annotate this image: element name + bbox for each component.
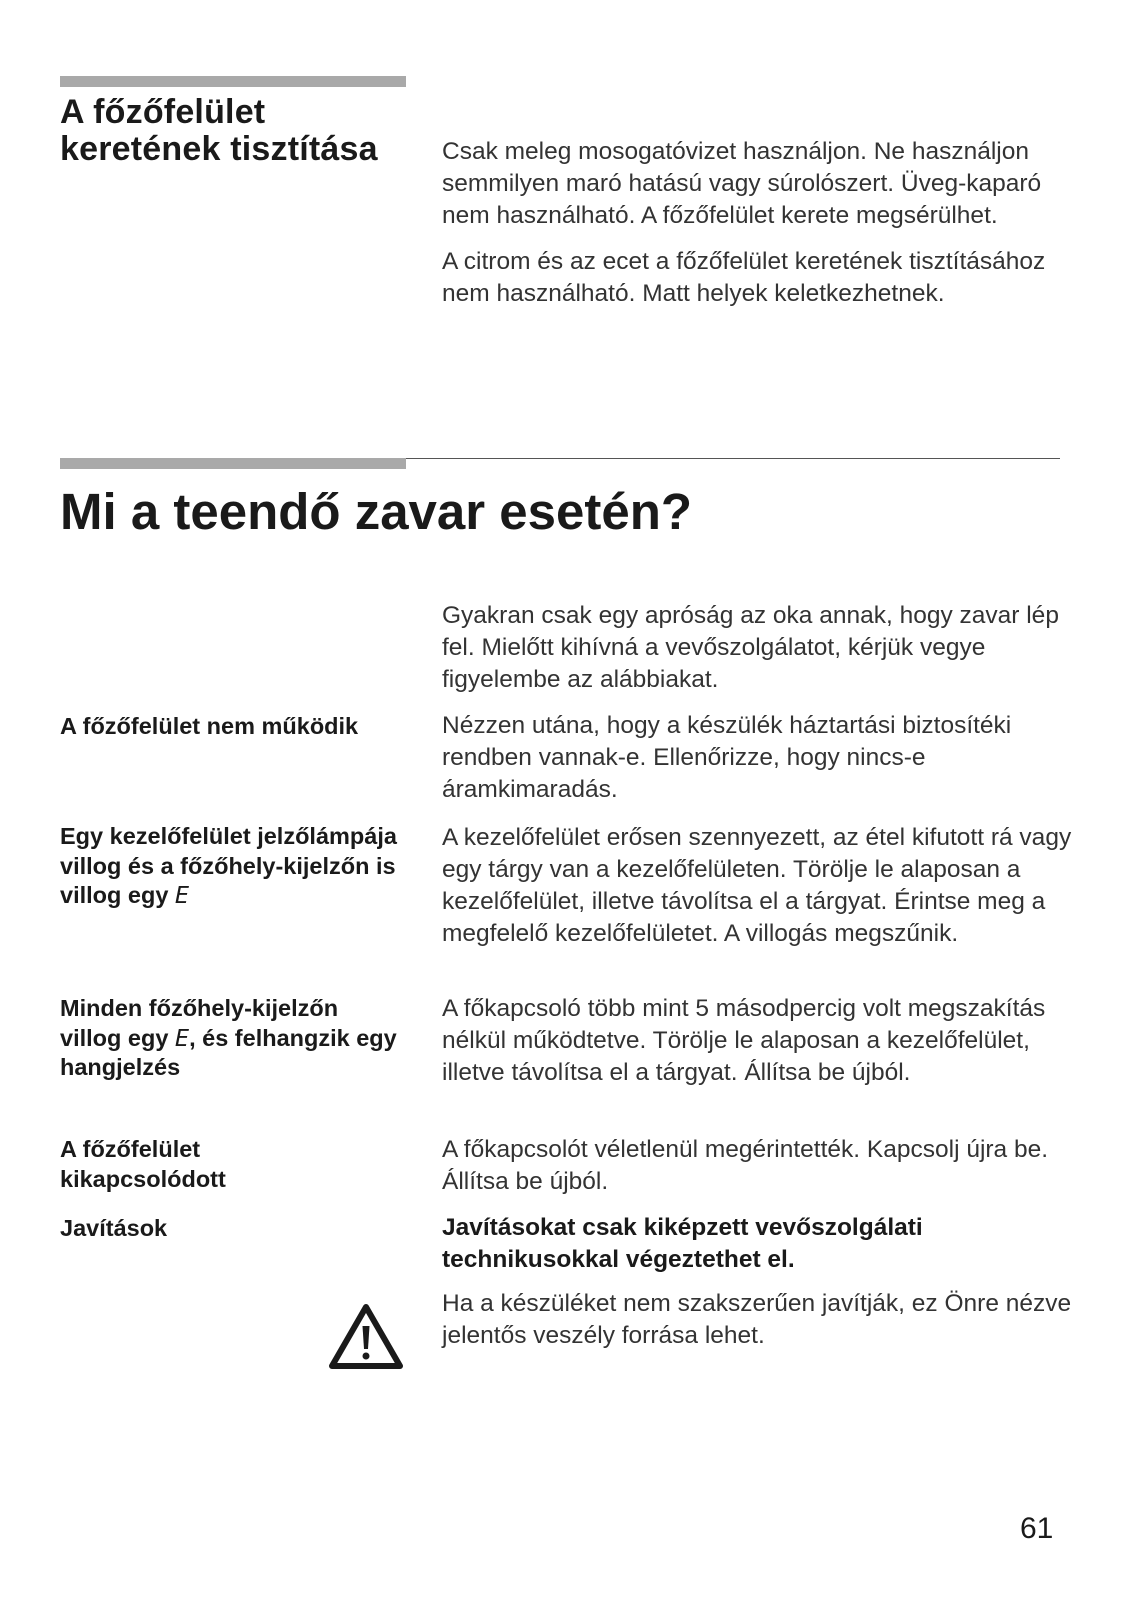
label-text: Egy kezelőfelület jelzőlámpája villog és a főzőhely-kijelzőn is villog egy: [60, 823, 397, 908]
label-text: , és felhangzik egy hangjelzés: [60, 1024, 397, 1080]
warning-text: Ha a készüléket nem szakszerűen javítják, ez Önre nézve jelentős veszély forrása lehet.: [442, 1290, 1072, 1349]
error-symbol: E: [174, 1023, 190, 1052]
page-number: 61: [1020, 1512, 1054, 1545]
solution-text: A főkapcsoló több mint 5 másodpercig volt megszakítás nélkül működtetve. Törölje le alaposan a kezelőfelület, illetve távolítsa el a tárgyat. Állítsa be újból.: [442, 995, 1046, 1086]
page-title: Mi a teendő zavar esetén?: [60, 483, 693, 540]
problem-label: A főzőfelület kikapcsolódott: [60, 1136, 226, 1192]
intro-text: Gyakran csak egy apróság az oka annak, hogy zavar lép fel. Mielőtt kihívná a vevőszolgálatot, kérjük vegye figyelembe az alábbiakat.: [442, 602, 1059, 693]
solution-text: A főkapcsolót véletlenül megérintették. Kapcsolj újra be. Állítsa be újból.: [442, 1136, 1049, 1195]
problem-label: [60, 994, 400, 1083]
section-heading: A főzőfelület keretének tisztítása: [60, 93, 378, 168]
section-divider-bar: [60, 458, 406, 469]
warning-triangle-icon: [328, 1302, 404, 1370]
problem-label: Javítások: [60, 1215, 168, 1241]
solution-text: A kezelőfelület erősen szennyezett, az étel kifutott rá vagy egy tárgy van a kezelőfelületen. Törölje le alaposan a kezelőfelület, illetve távolítsa el a tárgyat. Érintse meg a megfelelő kezelőfelületet. A villogás megszűnik.: [442, 824, 1072, 947]
paragraph: A citrom és az ecet a főzőfelület keretének tisztításához nem használható. Matt helyek keletkezhetnek.: [442, 248, 1046, 307]
solution-text: Nézzen utána, hogy a készülék háztartási biztosítéki rendben vannak-e. Ellenőrizze, hogy nincs-e áramkimaradás.: [442, 712, 1012, 803]
label-text: Minden főzőhely-kijelzőn villog egy: [60, 995, 339, 1051]
paragraph: Csak meleg mosogatóvizet használjon. Ne használjon semmilyen maró hatású vagy súrolószert. Üveg-kaparó nem használható. A főzőfelület kerete megsérülhet.: [442, 138, 1042, 229]
warning-text-bold: Javításokat csak kiképzett vevőszolgálati technikusokkal végeztethet el.: [442, 1214, 923, 1273]
section-divider-bar: [60, 76, 406, 87]
section-divider-line: [406, 458, 1060, 459]
section-body: [442, 136, 1072, 310]
error-symbol: E: [174, 881, 190, 909]
problem-label: A főzőfelület nem működik: [60, 713, 359, 739]
problem-label: [60, 822, 400, 911]
